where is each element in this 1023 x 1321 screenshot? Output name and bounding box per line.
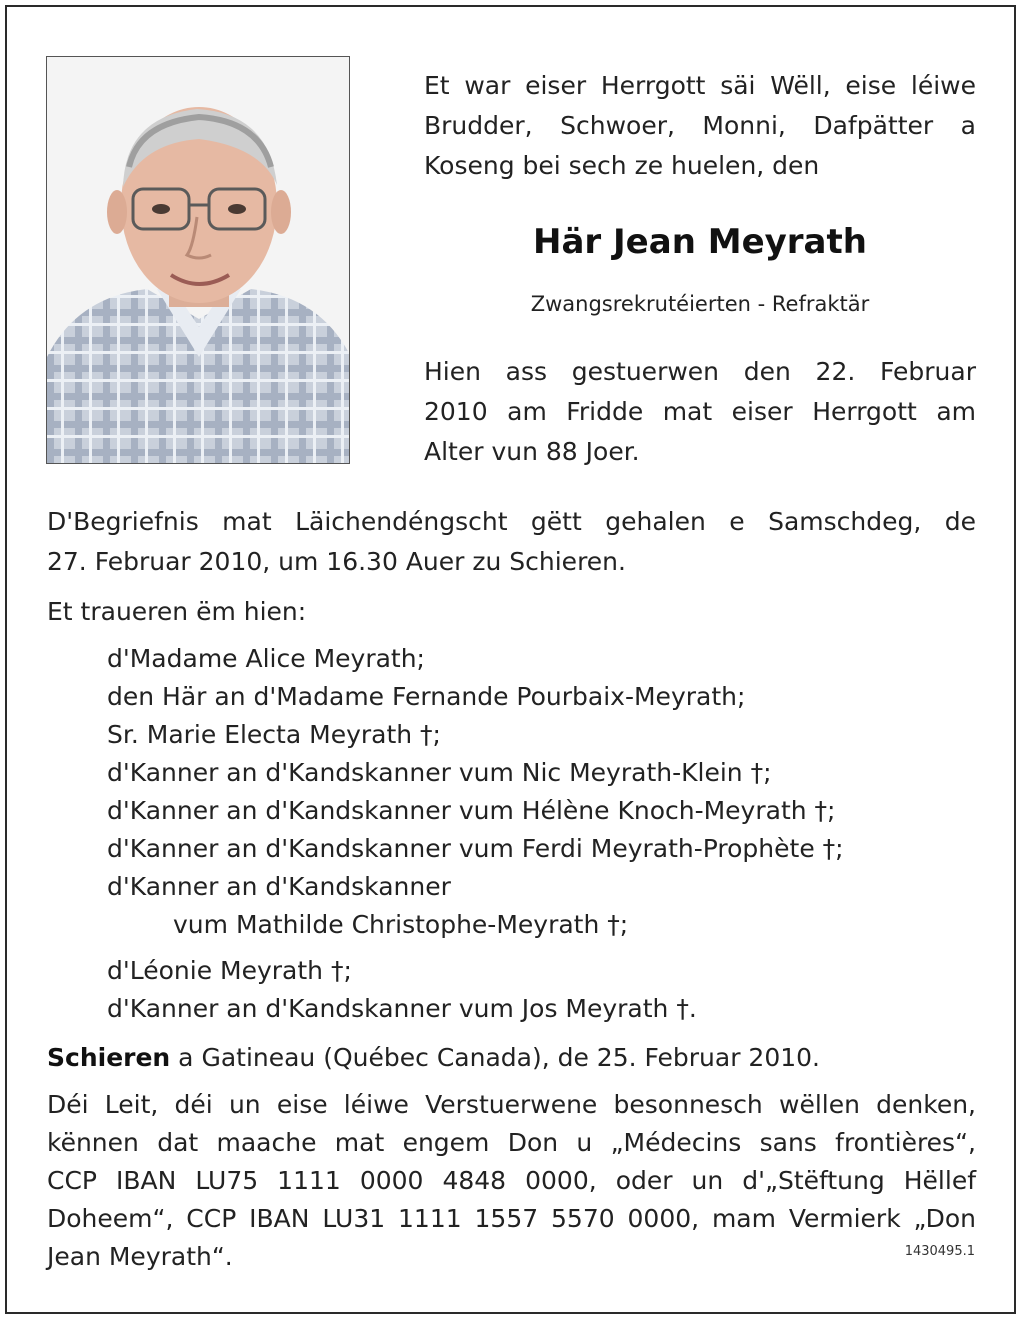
donation-line: kënnen dat maache mat engem Don u „Médecins sans frontières“, xyxy=(47,1128,976,1157)
deceased-role: Zwangsrekrutéierten - Refraktär xyxy=(530,292,870,316)
funeral-paragraph xyxy=(47,502,976,582)
donation-line: CCP IBAN LU75 1111 0000 4848 0000, oder un d'„Stëftung Hëllef xyxy=(47,1166,976,1195)
funeral-line: D'Begriefnis mat Läichendéngscht gëtt gehalen e Samschdeg, de xyxy=(47,507,976,536)
mourner-item: Sr. Marie Electa Meyrath †; xyxy=(107,720,441,749)
place-detail: a Gatineau (Québec Canada), de 25. Februar 2010. xyxy=(170,1043,821,1072)
portrait-photo xyxy=(46,56,350,464)
intro-paragraph xyxy=(424,66,976,186)
mourner-item: den Här an d'Madame Fernande Pourbaix-Meyrath; xyxy=(107,682,746,711)
funeral-line: 27. Februar 2010, um 16.30 Auer zu Schieren. xyxy=(47,547,626,576)
mourner-item: vum Mathilde Christophe-Meyrath †; xyxy=(173,910,629,939)
mourners-list xyxy=(107,640,987,1028)
mourner-item: d'Léonie Meyrath †; xyxy=(107,956,352,985)
reference-number: 1430495.1 xyxy=(904,1244,975,1259)
mourner-item: d'Kanner an d'Kandskanner vum Nic Meyrath-Klein †; xyxy=(107,758,772,787)
death-paragraph xyxy=(424,352,976,472)
death-line: Alter vun 88 Joer. xyxy=(424,437,640,466)
donation-line: Déi Leit, déi un eise léiwe Verstuerwene besonnesch wëllen denken, xyxy=(47,1090,976,1119)
donation-paragraph xyxy=(47,1086,976,1276)
mourners-heading: Et traueren ëm hien: xyxy=(47,597,307,626)
intro-line: Et war eiser Herrgott säi Wëll, eise léiwe xyxy=(424,71,976,100)
deceased-name: Här Jean Meyrath xyxy=(533,222,867,262)
intro-line: Brudder, Schwoer, Monni, Dafpätter a xyxy=(424,111,976,140)
mourner-item: d'Kanner an d'Kandskanner vum Jos Meyrath †. xyxy=(107,994,697,1023)
death-line: Hien ass gestuerwen den 22. Februar xyxy=(424,357,976,386)
mourner-item: d'Kanner an d'Kandskanner vum Hélène Knoch-Meyrath †; xyxy=(107,796,836,825)
donation-line: Jean Meyrath“. xyxy=(47,1242,233,1271)
portrait-illustration xyxy=(47,57,350,464)
mourner-item: d'Kanner an d'Kandskanner vum Ferdi Meyrath-Prophète †; xyxy=(107,834,844,863)
death-line: 2010 am Fridde mat eiser Herrgott am xyxy=(424,397,976,426)
donation-line: Doheem“, CCP IBAN LU31 1111 1557 5570 0000, mam Vermierk „Don xyxy=(47,1204,976,1233)
place-name: Schieren xyxy=(47,1043,171,1072)
place-date-line xyxy=(47,1038,820,1078)
mourner-item: d'Madame Alice Meyrath; xyxy=(107,644,425,673)
mourner-item: d'Kanner an d'Kandskanner xyxy=(107,872,451,901)
intro-line: Koseng bei sech ze huelen, den xyxy=(424,151,820,180)
